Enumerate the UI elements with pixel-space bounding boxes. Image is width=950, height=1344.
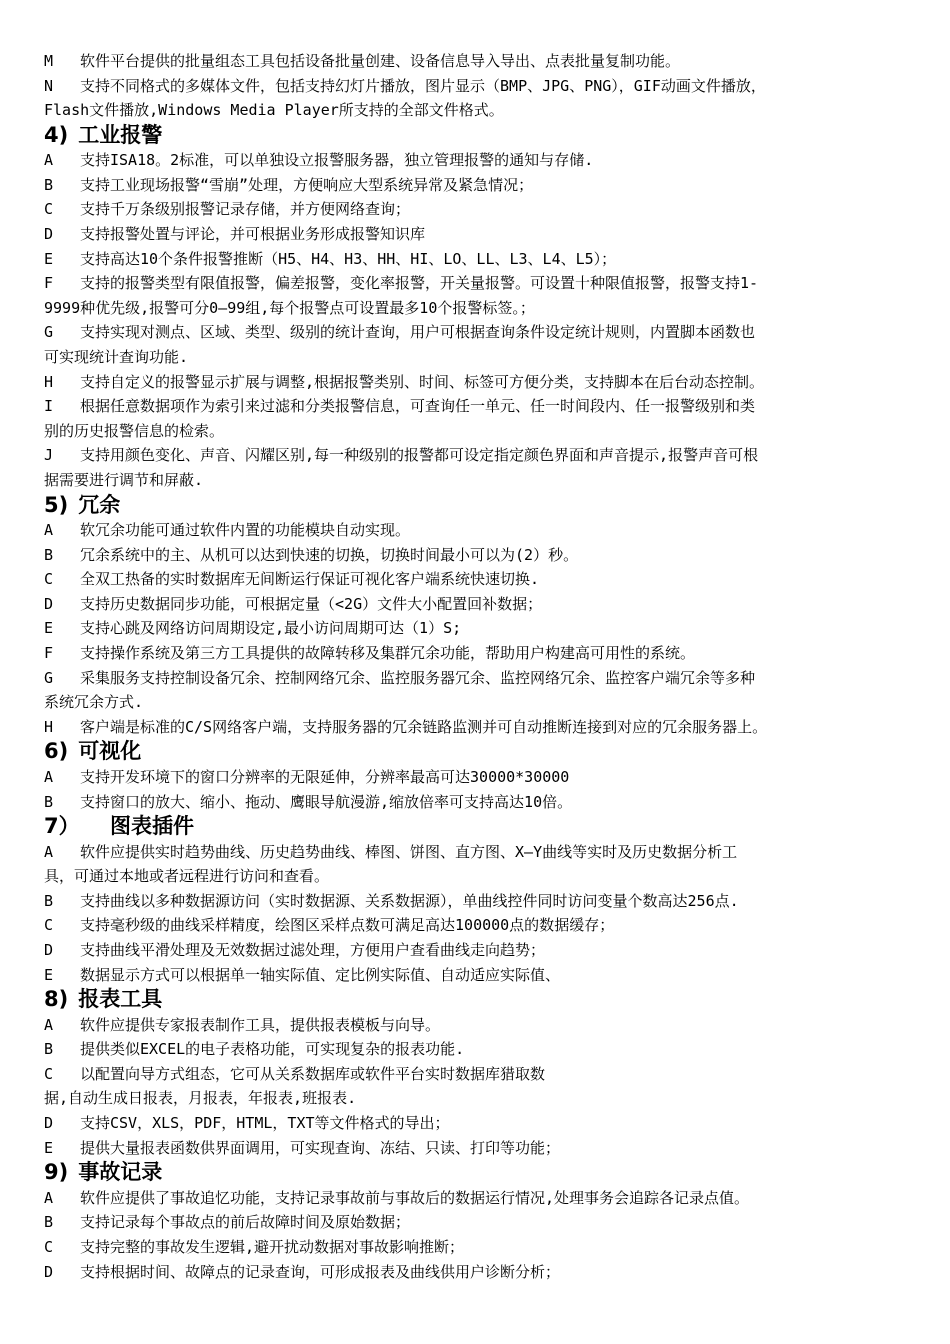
item-letter: C xyxy=(44,916,54,935)
section-number: 8) xyxy=(44,987,69,1012)
item-continuation: 9999种优先级,报警可分0—99组,每个报警点可设置最多10个报警标签。； xyxy=(44,298,535,317)
item-text: 支持历史数据同步功能，可根据定量（<2G）文件大小配置回补数据； xyxy=(80,594,543,613)
item-letter: A xyxy=(44,151,54,170)
item-text: 数据显示方式可以根据单一轴实际值、定比例实际值、自动适应实际值、 xyxy=(80,965,561,984)
section-heading xyxy=(44,814,912,840)
section-title: 图表插件 xyxy=(110,814,194,839)
list-item xyxy=(44,222,912,247)
item-text: 根据任意数据项作为索引来过滤和分类报警信息，可查询任一单元、任一时间段内、任一报警级别和类 xyxy=(80,397,756,416)
item-letter: E xyxy=(44,965,54,984)
item-letter: D xyxy=(44,1114,54,1133)
list-item xyxy=(44,1037,912,1062)
list-item xyxy=(44,271,912,296)
list-item xyxy=(44,790,912,815)
list-item xyxy=(44,840,912,865)
item-text: 支持报警处置与评论，并可根据业务形成报警知识库 xyxy=(80,225,426,244)
item-letter: B xyxy=(44,1040,54,1059)
item-letter: B xyxy=(44,891,54,910)
item-continuation: 具，可通过本地或者远程进行访问和查看。 xyxy=(44,867,330,886)
item-text: 提供类似EXCEL的电子表格功能，可实现复杂的报表功能. xyxy=(80,1040,465,1059)
item-text: 支持完整的事故发生逻辑,避开扰动数据对事故影响推断； xyxy=(80,1237,465,1256)
list-item xyxy=(44,938,912,963)
list-item xyxy=(44,443,912,468)
list-item xyxy=(44,567,912,592)
item-text: 支持ISA18。2标准，可以单独设立报警服务器，独立管理报警的通知与存储. xyxy=(80,151,594,170)
item-letter: A xyxy=(44,1015,54,1034)
list-item xyxy=(44,173,912,198)
item-text: 支持实现对测点、区域、类型、级别的统计查询，用户可根据查询条件设定统计规则，内置脚本函数也 xyxy=(80,323,756,342)
list-item xyxy=(44,889,912,914)
item-text: 支持高达10个条件报警推断（H5、H4、H3、HH、HI、LO、LL、L3、L4、L5）； xyxy=(80,249,617,268)
item-letter: A xyxy=(44,842,54,861)
section-heading xyxy=(44,1160,912,1186)
item-continuation: 别的历史报警信息的检索。 xyxy=(44,421,225,440)
item-letter: H xyxy=(44,372,54,391)
item-continuation: 据,自动生成日报表，月报表，年报表,班报表. xyxy=(44,1089,357,1108)
item-letter: C xyxy=(44,200,54,219)
item-text: 支持心跳及网络访问周期设定,最小访问周期可达（1）S; xyxy=(80,619,462,638)
item-text: 支持的报警类型有限值报警，偏差报警，变化率报警，开关量报警。可设置十种限值报警，报警支持1- xyxy=(80,274,759,293)
item-letter: D xyxy=(44,1262,54,1281)
list-item xyxy=(44,1062,912,1087)
list-item xyxy=(44,370,912,395)
section-number: 4) xyxy=(44,122,69,147)
list-item xyxy=(44,320,912,345)
item-text: 支持千万条级别报警记录存储，并方便网络查询； xyxy=(80,200,411,219)
item-continuation: 可实现统计查询功能. xyxy=(44,348,189,367)
list-item xyxy=(44,49,912,74)
item-text: 支持CSV，XLS，PDF，HTML，TXT等文件格式的导出； xyxy=(80,1114,450,1133)
section-number: 7） xyxy=(44,814,80,839)
item-text: 客户端是标准的C/S网络客户端，支持服务器的冗余链路监测并可自动推断连接到对应的冗余服务器上。 xyxy=(80,717,768,736)
item-text: 采集服务支持控制设备冗余、控制网络冗余、监控服务器冗余、监控网络冗余、监控客户端冗余等多种 xyxy=(80,668,756,687)
item-letter: B xyxy=(44,792,54,811)
list-item xyxy=(44,1186,912,1211)
section-title: 冗余 xyxy=(78,492,121,517)
item-text: 支持曲线平滑处理及无效数据过滤处理，方便用户查看曲线走向趋势； xyxy=(80,941,546,959)
section-heading xyxy=(44,987,912,1013)
item-text: 全双工热备的实时数据库无间断运行保证可视化客户端系统快速切换. xyxy=(80,570,540,589)
item-letter: G xyxy=(44,668,54,687)
item-continuation: Flash文件播放,Windows Media Player所支持的全部文件格式。 xyxy=(44,101,504,120)
section-number: 6) xyxy=(44,739,69,764)
list-item xyxy=(44,666,912,691)
list-item xyxy=(44,963,912,988)
item-text: 软件应提供专家报表制作工具，提供报表模板与向导。 xyxy=(80,1015,441,1034)
section-title: 报表工具 xyxy=(78,987,163,1012)
list-item xyxy=(44,715,912,740)
list-item xyxy=(44,74,912,99)
list-item xyxy=(44,1260,912,1285)
item-text: 支持根据时间、故障点的记录查询，可形成报表及曲线供用户诊断分析； xyxy=(80,1262,561,1281)
item-text: 支持自定义的报警显示扩展与调整,根据报警类别、时间、标签可方便分类，支持脚本在后台动态控制。 xyxy=(80,372,765,391)
list-item xyxy=(44,543,912,568)
section-title: 事故记录 xyxy=(78,1160,163,1185)
list-item xyxy=(44,592,912,617)
item-letter: M xyxy=(44,52,54,70)
item-letter: E xyxy=(44,249,54,268)
list-item xyxy=(44,1210,912,1235)
item-text: 支持曲线以多种数据源访问（实时数据源、关系数据源），单曲线控件同时访问变量个数高达256点. xyxy=(80,891,739,910)
list-item xyxy=(44,148,912,173)
section-heading xyxy=(44,739,912,765)
item-letter: A xyxy=(44,767,54,786)
item-letter: A xyxy=(44,521,54,540)
item-text: 支持用颜色变化、声音、闪耀区别,每一种级别的报警都可设定指定颜色界面和声音提示,报警声音可根 xyxy=(80,446,759,465)
item-text: 支持工业现场报警“雪崩”处理，方便响应大型系统异常及紧急情况； xyxy=(80,175,534,194)
item-text: 软件平台提供的批量组态工具包括设备批量创建、设备信息导入导出、点表批量复制功能。 xyxy=(80,52,681,70)
section-heading xyxy=(44,493,912,519)
item-letter: I xyxy=(44,397,54,416)
item-letter: A xyxy=(44,1188,54,1207)
section-title: 可视化 xyxy=(78,739,142,764)
item-text: 支持窗口的放大、缩小、拖动、鹰眼导航漫游,缩放倍率可支持高达10倍。 xyxy=(80,792,573,811)
list-item xyxy=(44,1013,912,1038)
section-number: 5) xyxy=(44,492,69,517)
item-letter: B xyxy=(44,175,54,194)
list-item xyxy=(44,616,912,641)
section-title: 工业报警 xyxy=(78,122,163,147)
list-item xyxy=(44,197,912,222)
item-letter: C xyxy=(44,570,54,589)
item-letter: C xyxy=(44,1064,54,1083)
item-letter: D xyxy=(44,225,54,244)
item-text: 支持毫秒级的曲线采样精度，绘图区采样点数可满足高达100000点的数据缓存； xyxy=(80,916,615,935)
list-item xyxy=(44,1235,912,1260)
item-text: 软冗余功能可通过软件内置的功能模块自动实现。 xyxy=(80,521,411,540)
item-letter: C xyxy=(44,1237,54,1256)
section-heading xyxy=(44,123,912,149)
list-item xyxy=(44,247,912,272)
list-item xyxy=(44,1136,912,1161)
list-item xyxy=(44,765,912,790)
item-text: 支持不同格式的多媒体文件，包括支持幻灯片播放，图片显示（BMP、JPG、PNG），GIF动画文件播放， xyxy=(80,76,766,95)
list-item xyxy=(44,641,912,666)
item-letter: H xyxy=(44,717,54,736)
item-text: 软件应提供实时趋势曲线、历史趋势曲线、棒图、饼图、直方图、X—Y曲线等实时及历史数据分析工 xyxy=(80,842,738,861)
item-text: 软件应提供了事故追忆功能，支持记录事故前与事故后的数据运行情况,处理事务会追踪各记录点值。 xyxy=(80,1188,750,1207)
list-item xyxy=(44,518,912,543)
item-text: 冗余系统中的主、从机可以达到快速的切换，切换时间最小可以为(2）秒。 xyxy=(80,545,579,564)
item-text: 支持记录每个事故点的前后故障时间及原始数据； xyxy=(80,1213,411,1232)
item-letter: E xyxy=(44,1138,54,1157)
item-letter: B xyxy=(44,1213,54,1232)
section-number: 9) xyxy=(44,1160,69,1185)
item-letter: D xyxy=(44,941,54,959)
list-item xyxy=(44,394,912,419)
list-item xyxy=(44,913,912,938)
item-continuation: 据需要进行调节和屏蔽. xyxy=(44,471,204,489)
item-letter: N xyxy=(44,76,54,95)
item-text: 支持操作系统及第三方工具提供的故障转移及集群冗余功能，帮助用户构建高可用性的系统。 xyxy=(80,644,696,663)
item-letter: E xyxy=(44,619,54,638)
item-letter: B xyxy=(44,545,54,564)
item-letter: D xyxy=(44,594,54,613)
item-text: 以配置向导方式组态，它可从关系数据库或软件平台实时数据库猎取数 xyxy=(80,1064,546,1083)
item-text: 提供大量报表函数供界面调用，可实现查询、冻结、只读、打印等功能； xyxy=(80,1138,561,1157)
item-text: 支持开发环境下的窗口分辨率的无限延伸，分辨率最高可达30000*30000 xyxy=(80,767,570,786)
item-letter: J xyxy=(44,446,54,465)
item-letter: F xyxy=(44,274,54,293)
list-item xyxy=(44,1111,912,1136)
item-letter: G xyxy=(44,323,54,342)
item-continuation: 系统冗余方式. xyxy=(44,693,144,712)
item-letter: F xyxy=(44,644,54,663)
